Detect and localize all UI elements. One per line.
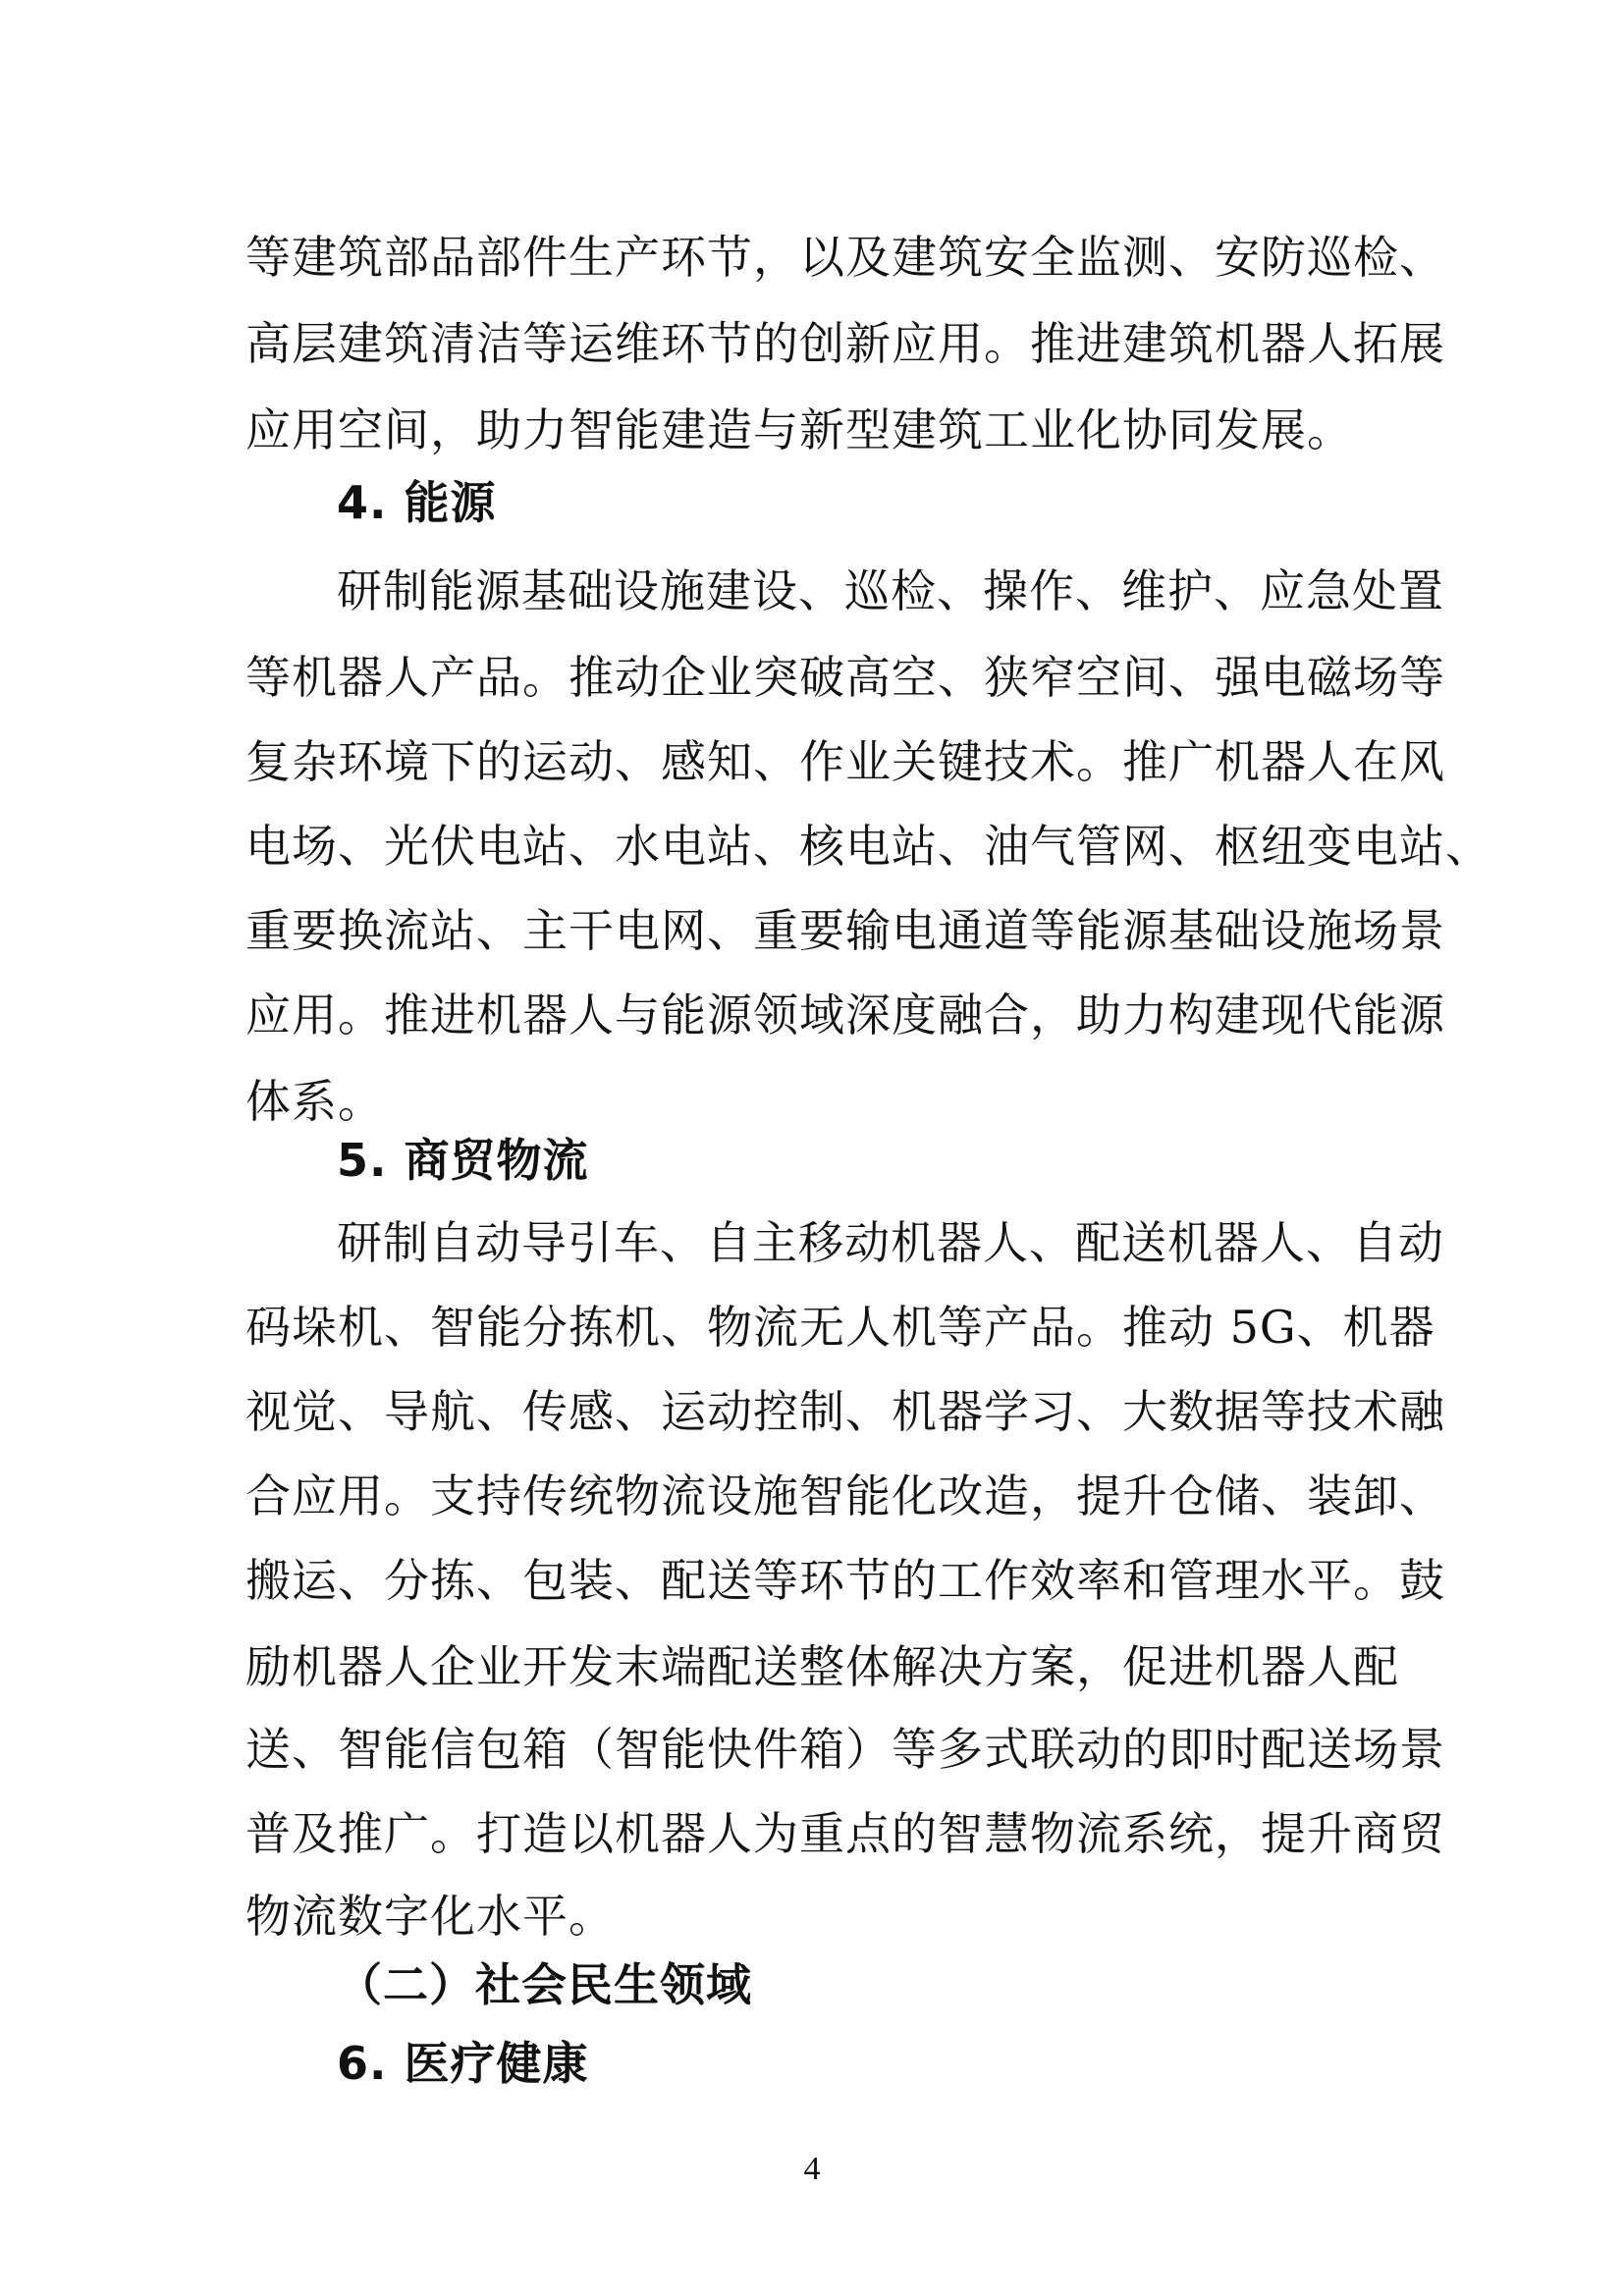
section-heading-energy: 4. 能源	[337, 476, 497, 529]
body-text-line: 研制自动导引车、自主移动机器人、配送机器人、自动	[337, 1216, 1444, 1269]
body-text-line: 等建筑部品部件生产环节，以及建筑安全监测、安防巡检、	[245, 231, 1445, 284]
body-text-line: 等机器人产品。推动企业突破高空、狭窄空间、强电磁场等	[245, 651, 1445, 704]
body-text-line: 应用空间，助力智能建造与新型建筑工业化协同发展。	[245, 403, 1353, 456]
body-text-line: 励机器人企业开发末端配送整体解决方案，促进机器人配	[245, 1640, 1399, 1693]
body-text-line: 复杂环境下的运动、感知、作业关键技术。推广机器人在风	[245, 735, 1445, 788]
body-text-line: 合应用。支持传统物流设施智能化改造，提升仓储、装卸、	[245, 1469, 1445, 1522]
subsection-heading-medical: 6. 医疗健康	[337, 2037, 589, 2090]
body-text-line: 高层建筑清洁等运维环节的创新应用。推进建筑机器人拓展	[245, 317, 1445, 370]
body-text-line: 搬运、分拣、包装、配送等环节的工作效率和管理水平。鼓	[245, 1554, 1445, 1607]
body-text-line: 研制能源基础设施建设、巡检、操作、维护、应急处置	[337, 564, 1444, 617]
body-text-line: 物流数字化水平。	[245, 1890, 615, 1943]
body-text-line: 应用。推进机器人与能源领域深度融合，助力构建现代能源	[245, 988, 1445, 1041]
body-text-line: 体系。	[245, 1075, 384, 1128]
page-number: 4	[803, 2151, 821, 2187]
body-text-line: 视觉、导航、传感、运动控制、机器学习、大数据等技术融	[245, 1385, 1445, 1438]
section-heading-logistics: 5. 商贸物流	[337, 1134, 589, 1187]
body-text-line: 电场、光伏电站、水电站、核电站、油气管网、枢纽变电站、	[245, 820, 1491, 873]
body-text-line: 重要换流站、主干电网、重要输电通道等能源基础设施场景	[245, 904, 1445, 957]
body-text-line: 码垛机、智能分拣机、物流无人机等产品。推动 5G、机器	[245, 1301, 1435, 1354]
section-heading-social: （二）社会民生领域	[337, 1958, 752, 2011]
body-text-line: 普及推广。打造以机器人为重点的智慧物流系统，提升商贸	[245, 1807, 1445, 1860]
body-text-line: 送、智能信包箱（智能快件箱）等多式联动的即时配送场景	[245, 1723, 1445, 1776]
